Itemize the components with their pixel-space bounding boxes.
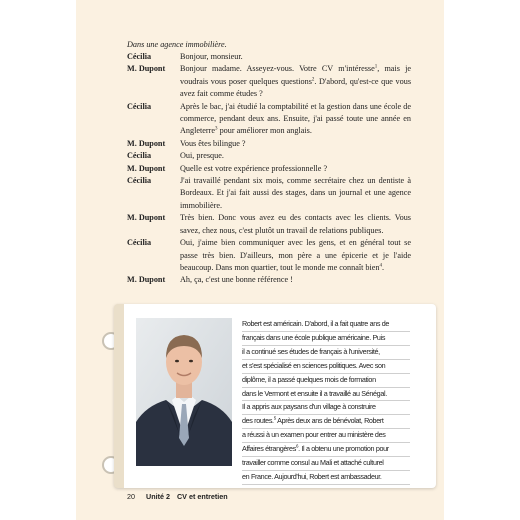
portrait-illustration: [136, 318, 232, 466]
portrait-photo: [136, 318, 232, 466]
speaker-name: M. Dupont: [127, 138, 166, 148]
biography-line: des routes.$^5$ Après deux ans de bénévolat, Robert: [242, 415, 410, 429]
biography-line: Affaires étrangères$^6$. Il a obtenu une promotion pour: [242, 443, 410, 457]
biography-line: en France. Aujourd'hui, Robert est ambassadeur.: [242, 471, 410, 485]
page-footer: [127, 492, 228, 501]
dialogue-line: [127, 212, 411, 237]
unit-title: CV et entretien: [176, 492, 228, 501]
dialogue-line: [127, 163, 411, 175]
footnote-marker: 1: [374, 64, 378, 70]
biography-line: dans le Vermont et ensuite il a travaillé au Sénégal.: [242, 388, 410, 402]
biography-line: et s'est spécialisé en sciences politiques. Avec son: [242, 360, 410, 374]
speaker-name: M. Dupont: [127, 64, 166, 74]
biography-line: Il a appris aux paysans d'un village à construire: [242, 401, 410, 415]
footnote-marker: 5: [273, 415, 276, 421]
footnote-marker: 6: [295, 443, 299, 449]
biography-line: Robert est américain. D'abord, il a fait quatre ans de: [242, 318, 410, 332]
biography-line: il a continué ses études de français à l'université,: [242, 346, 410, 360]
biography-text: [242, 318, 410, 485]
biography-line: a réussi à un examen pour entrer au ministère des: [242, 429, 410, 443]
speech-text: Bonjour, monsieur.: [180, 52, 243, 61]
speaker-name: M. Dupont: [127, 213, 166, 223]
speaker-name: Cécilia: [127, 151, 152, 161]
dialogue-line: [127, 274, 411, 286]
dialogue: [127, 51, 411, 287]
speaker-name: M. Dupont: [127, 163, 166, 173]
dialogue-line: [127, 150, 411, 162]
speech-text: Après le bac, j'ai étudié la comptabilité et la gestion dans une école de commerce, pendant deux ans. Ensuite, j'ai passé toute une année en Angleterre$^3$ pour améliorer mon anglais.: [180, 101, 411, 136]
footnote-marker: 3: [215, 126, 218, 132]
dialogue-line: [127, 175, 411, 212]
speech-text: Oui, j'aime bien communiquer avec les gens, et en général tout se passe très bien. D'ailleurs, mon père a une épicerie et je l'aide beaucoup. Dans mon quartier, tout le monde me connaît bien$^4$.: [180, 238, 411, 272]
speaker-name: M. Dupont: [127, 275, 166, 285]
speech-text: Vous êtes bilingue ?: [180, 138, 246, 148]
speech-text: Quelle est votre expérience professionnelle ?: [180, 163, 328, 173]
speech-text: Très bien. Donc vous avez eu des contacts avec les clients. Vous savez, chez nous, c'est plutôt un travail de relations publiques.: [180, 213, 411, 235]
speech-text: Bonjour madame. Asseyez-vous. Votre CV m'intéresse$^1$, mais je voudrais vous poser quelques questions$^2$. D'abord, qu'est-ce que vous avez fait comme études ?: [180, 64, 412, 99]
speech-text: Oui, presque.: [180, 151, 224, 161]
footnote-marker: 4: [379, 263, 383, 269]
speech-text: Ah, ça, c'est une bonne référence !: [180, 275, 293, 285]
dialogue-line: [127, 138, 411, 150]
speaker-name: Cécilia: [127, 238, 152, 248]
dialogue-line: [127, 237, 411, 274]
speech-text: J'ai travaillé pendant six mois, comme secrétaire chez un dentiste à Bordeaux. Et j'ai fait aussi des stages, dans un journal et une agence immobilière.: [180, 176, 411, 210]
speaker-name: Cécilia: [127, 176, 152, 186]
biography-line: travailler comme consul au Mali et attaché culturel: [242, 457, 410, 471]
biography-line: diplôme, il a passé quelques mois de formation: [242, 374, 410, 388]
dialogue-line: [127, 51, 411, 63]
footnote-marker: 2: [311, 77, 315, 83]
speaker-name: Cécilia: [127, 101, 152, 111]
dialogue-line: [127, 63, 411, 100]
scene-intro: Dans une agence immobilière.: [127, 40, 227, 49]
page-number: 20: [127, 492, 135, 501]
biography-line: français dans une école publique américaine. Puis: [242, 332, 410, 346]
dialogue-line: [127, 101, 411, 138]
speaker-name: Cécilia: [127, 52, 152, 61]
unit-label: Unité 2: [146, 492, 170, 501]
